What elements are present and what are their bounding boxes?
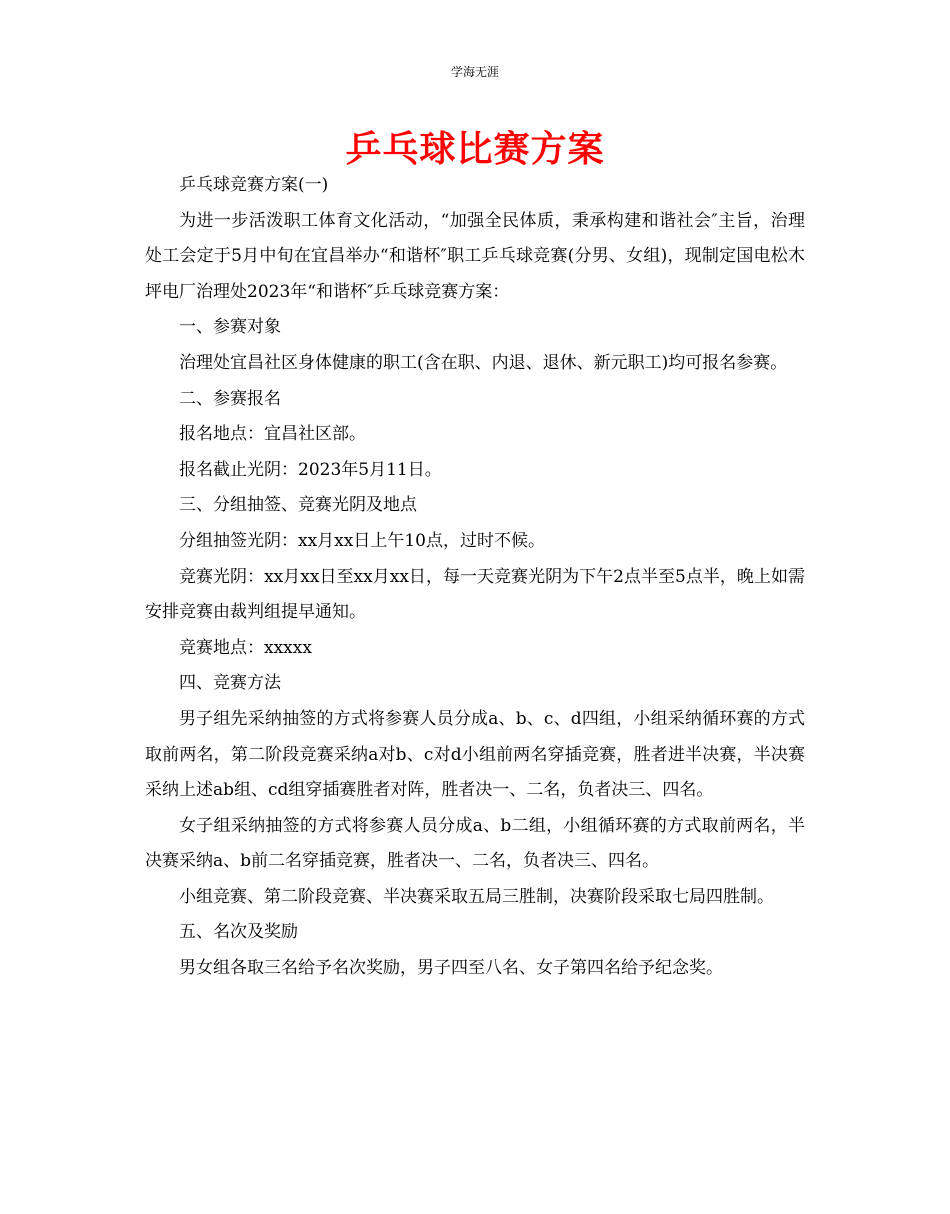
document-title: 乒乓球比赛方案 (345, 129, 605, 170)
section-heading: 五、名次及奖励 (179, 922, 298, 943)
paragraph: 乒乓球竞赛方案(一) (179, 175, 329, 195)
section-heading: 一、参赛对象 (179, 317, 281, 338)
paragraph: 治理处宜昌社区身体健康的职工(含在职、内退、退休、新元职工)均可报名参赛。 (179, 352, 788, 373)
document-body (145, 168, 805, 987)
paragraph: 竞赛地点：xxxxx (179, 637, 312, 658)
paragraph: 报名地点：宜昌社区部。 (179, 424, 366, 445)
section-heading: 三、分组抽签、竞赛光阴及地点 (179, 495, 417, 516)
page-header: 学海无涯 (450, 65, 499, 79)
section-heading: 四、竞赛方法 (179, 673, 281, 694)
paragraph: 男子组先采纳抽签的方式将参赛人员分成a、b、c、d四组，小组采纳循环赛的方式取前两名，第二阶段竞赛采纳a对b、c对d小组前两名穿插竞赛，胜者进半决赛，半决赛采纳上述ab组、cd组穿插赛胜者对阵，胜者决一、二名，负者决三、四名。 (145, 708, 805, 801)
paragraph: 小组竞赛、第二阶段竞赛、半决赛采取五局三胜制，决赛阶段采取七局四胜制。 (179, 886, 774, 907)
paragraph: 分组抽签光阴：xx月xx日上午10点，过时不候。 (179, 530, 545, 551)
section-heading: 二、参赛报名 (179, 388, 281, 409)
paragraph: 男女组各取三名给予名次奖励，男子四至八名、女子第四名给予纪念奖。 (179, 958, 723, 979)
paragraph: 竞赛光阴：xx月xx日至xx月xx日，每一天竞赛光阴为下午2点半至5点半，晚上如需安排竞赛由裁判组提早通知。 (145, 566, 805, 623)
paragraph: 女子组采纳抽签的方式将参赛人员分成a、b二组，小组循环赛的方式取前两名，半决赛采纳a、b前二名穿插竞赛，胜者决一、二名，负者决三、四名。 (145, 815, 805, 872)
paragraph: 报名截止光阴：2023年5月11日。 (179, 459, 442, 480)
paragraph: 为进一步活泼职工体育文化活动，“加强全民体质，秉承构建和谐社会″主旨，治理处工会定于5月中旬在宜昌举办“和谐杯″职工乒乓球竞赛(分男、女组)，现制定国电松木坪电厂治理处2023年“和谐杯″乒乓球竞赛方案： (145, 210, 805, 302)
